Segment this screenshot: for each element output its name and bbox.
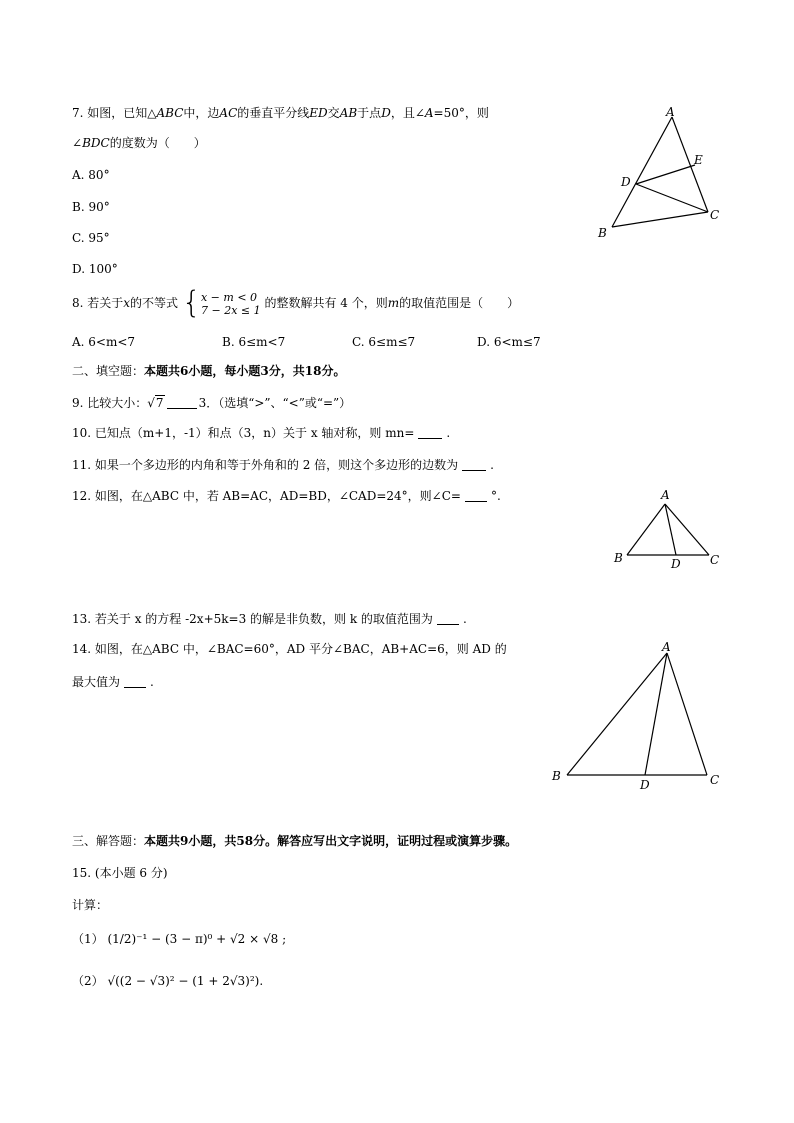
q12-label-b: B [614,551,623,565]
q14-label-b: B [552,769,561,783]
q7-label-e: E [694,153,703,167]
q8-option-c: C. 6≤m≤7 [352,335,416,349]
sqrt-symbol: √ [147,396,155,410]
q7-option-a: A. 80° [72,168,110,182]
q11-answer-blank[interactable] [462,458,486,471]
q7-stem: 7. 如图，已知△ABC中，边AC的垂直平分线ED交AB于点D，且∠A=50°，则 [72,106,489,120]
q7-seg-ab [612,117,672,227]
q12-stem: 12. 如图，在△ABC 中，若 AB=AC，AD=BD，∠CAD=24°，则∠C= °. [72,489,501,503]
q8-option-b: B. 6≤m<7 [222,335,286,349]
q7-option-c: C. 95° [72,231,110,245]
q15-intro: 计算： [72,898,109,912]
q7-option-d: D. 100° [72,262,118,276]
q14-figure [548,636,728,796]
q14-answer-blank[interactable] [124,675,146,688]
q14-label-c: C [710,773,720,787]
q15-part2-expression: √((2 − √3)² − (1 + 2√3)²). [107,974,264,988]
q8-system-brace: { [181,285,201,321]
q8-option-d: D. 6<m≤7 [477,335,541,349]
q7-label-d: D [621,175,631,189]
section2-title: 二、填空题：本题共6小题，每小题3分，共18分。 [72,364,346,378]
q7-seg-bc [612,212,708,227]
q10-answer-blank[interactable] [418,426,442,439]
q7-label-c: C [710,208,720,222]
q8-inequality-system: x − m < 0 7 − 2x ≤ 1 [200,290,261,317]
q13-stem: 13. 若关于 x 的方程 -2x+5k=3 的解是非负数，则 k 的取值范围为 . [72,612,467,626]
q12-label-c: C [710,553,720,567]
q7-label-a: A [666,105,675,119]
q7-label-b: B [598,226,607,240]
q7-stem-line2: ∠BDC的度数为（ ） [72,136,206,150]
q15-part2: （2） √((2 − √3)² − (1 + 2√3)²). [72,974,264,988]
q14-label-a: A [662,640,671,654]
q15-header: 15. (本小题 6 分) [72,866,168,880]
q14-stem-line2: 最大值为 . [72,675,154,689]
q12-label-d: D [671,557,681,571]
q9-stem: 9. 比较大小：√7 3．（选填“>”、“<”或“=”） [72,396,352,410]
q12-answer-blank[interactable] [465,489,487,502]
q12-label-a: A [661,488,670,502]
q11-stem: 11. 如果一个多边形的内角和等于外角和的 2 倍，则这个多边形的边数为 . [72,458,494,472]
q8-stem: 8. 若关于x的不等式 { x − m < 0 7 − 2x ≤ 1 的整数解共有 4 个，则m的取值范围是（ ） [72,285,520,321]
q7-figure [590,100,730,245]
q9-answer-blank[interactable] [167,396,197,409]
q12-figure [610,484,730,574]
section3-title: 三、解答题：本题共9小题，共58分。解答应写出文字说明，证明过程或演算步骤。 [72,834,518,848]
q7-option-b: B. 90° [72,200,110,214]
q14-stem: 14. 如图，在△ABC 中，∠BAC=60°，AD 平分∠BAC，AB+AC=6，则 AD 的 [72,642,507,656]
q15-part1: （1） (1/2)⁻¹ − (3 − π)⁰ + √2 × √8 ; [72,932,287,946]
q13-answer-blank[interactable] [437,612,459,625]
q15-part1-expression: (1/2)⁻¹ − (3 − π)⁰ + √2 × √8 ; [107,932,287,946]
q10-stem: 10. 已知点（m+1，-1）和点（3，n）关于 x 轴对称，则 mn= . [72,426,451,440]
q7-seg-dc [636,184,708,212]
q8-option-a: A. 6<m<7 [72,335,136,349]
q14-label-d: D [640,778,650,792]
